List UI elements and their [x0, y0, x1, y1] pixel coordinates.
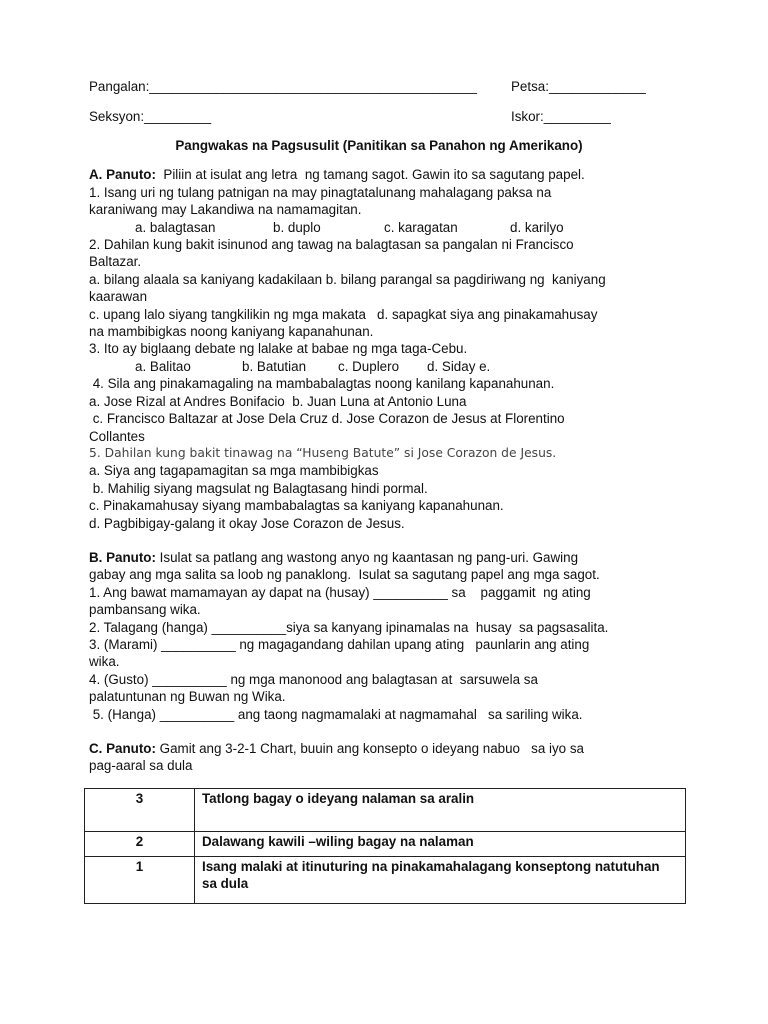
part-c-instruction-2: pag-aaral sa dula — [89, 758, 193, 774]
a-q2-line1: 2. Dahilan kung bakit isinunod ang tawag na balagtasan sa pangalan ni Francisco — [89, 237, 574, 253]
part-c-instruction-1 — [89, 740, 689, 757]
a-q3-option-a[interactable]: a. Balitao — [135, 358, 191, 374]
three-two-one-chart — [84, 788, 686, 904]
part-b-heading: B. Panuto: — [89, 549, 156, 565]
a-q3-option-b[interactable]: b. Batutian — [242, 358, 307, 374]
b-q4-line2: palatuntunan ng Buwan ng Wika. — [89, 689, 286, 705]
chart-row — [85, 832, 686, 857]
a-q4-options-cd-1[interactable]: c. Francisco Baltazar at Jose Dela Cruz d. Jose Corazon de Jesus at Florentino — [89, 411, 565, 427]
chart-row — [85, 857, 686, 904]
a-q2-options-ab-2[interactable]: kaarawan — [89, 289, 148, 305]
a-q2-options-ab-1[interactable]: a. bilang alaala sa kaniyang kadakilaan b. bilang parangal sa pagdiriwang ng kaniyang — [89, 271, 606, 287]
worksheet — [89, 78, 689, 775]
part-a-instruction — [89, 166, 689, 183]
part-b-instruction-2: gabay ang mga salita sa loob ng panaklong. Isulat sa sagutang papel ang mga sagot. — [89, 567, 600, 583]
a-q5-option-a[interactable]: a. Siya ang tagapamagitan sa mga mambibigkas — [89, 463, 379, 479]
a-q1-line1: 1. Isang uri ng tulang patnigan na may pinagtatalunang mahalagang paksa na — [89, 184, 552, 200]
date-field[interactable]: Petsa:_____________ — [511, 79, 646, 94]
part-c-instruction-text: Gamit ang 3-2-1 Chart, buuin ang konsepto o ideyang nabuo sa iyo sa — [155, 741, 584, 756]
b-q1-line1[interactable]: 1. Ang bawat mamamayan ay dapat na (husay) __________ sa paggamit ng ating — [89, 584, 591, 600]
a-q5-option-c[interactable]: c. Pinakamahusay siyang mambabalagtas sa kaniyang kapanahunan. — [89, 498, 504, 514]
chart-row-description[interactable]: Dalawang kawili –wiling bagay na nalaman — [195, 832, 686, 857]
b-q1-line2: pambansang wika. — [89, 602, 201, 618]
name-date-row — [89, 78, 689, 95]
a-q4-options-ab[interactable]: a. Jose Rizal at Andres Bonifacio b. Juan Luna at Antonio Luna — [89, 393, 467, 409]
a-q1-options — [89, 219, 689, 236]
a-q3-options — [89, 358, 689, 375]
part-b-instruction-text: Isulat sa patlang ang wastong anyo ng kaantasan ng pang-uri. Gawing — [155, 549, 579, 565]
b-q4-line1[interactable]: 4. (Gusto) __________ ng mga manonood ang balagtasan at sarsuwela sa — [89, 671, 538, 687]
a-q3-option-c[interactable]: c. Duplero — [338, 358, 400, 374]
exam-title: Pangwakas na Pagsusulit (Panitikan sa Panahon ng Amerikano) — [175, 138, 583, 153]
a-q5-line1: 5. Dahilan kung bakit tinawag na “Huseng Batute” si Jose Corazon de Jesus. — [89, 445, 557, 460]
b-q2-line1[interactable]: 2. Talagang (hanga) __________siya sa kanyang ipinamalas na husay sa pagsasalita. — [89, 619, 609, 635]
chart-row-number: 3 — [85, 789, 195, 832]
a-q4-options-cd-2[interactable]: Collantes — [89, 428, 145, 444]
b-q3-line1[interactable]: 3. (Marami) __________ ng magagandang dahilan upang ating paunlarin ang ating — [89, 636, 590, 652]
a-q2-options-cd-1[interactable]: c. upang lalo siyang tangkilikin ng mga makata d. sapagkat siya ang pinakamahusay — [89, 306, 598, 322]
score-field[interactable]: Iskor:_________ — [511, 109, 611, 124]
chart-row-description[interactable]: Tatlong bagay o ideyang nalaman sa aralin — [195, 789, 686, 832]
section-score-row — [89, 108, 689, 125]
a-q2-line2: Baltazar. — [89, 254, 142, 270]
b-q5-line1[interactable]: 5. (Hanga) __________ ang taong nagmamalaki at nagmamahal sa sariling wika. — [89, 706, 583, 722]
part-a-instruction-text: Piliin at isulat ang letra ng tamang sagot. Gawin ito sa sagutang papel. — [155, 167, 585, 183]
a-q1-option-b[interactable]: b. duplo — [273, 219, 321, 235]
a-q5-option-d[interactable]: d. Pagbibigay-galang it okay Jose Corazon de Jesus. — [89, 515, 405, 531]
a-q1-option-d[interactable]: d. karilyo — [510, 219, 564, 235]
part-a-heading: A. Panuto: — [89, 167, 156, 183]
chart-row-number: 1 — [85, 857, 195, 904]
a-q2-options-cd-2[interactable]: na mambibigkas noong kaniyang kapanahunan. — [89, 324, 374, 340]
part-b-instruction-1 — [89, 549, 689, 566]
a-q5-option-b[interactable]: b. Mahilig siyang magsulat ng Balagtasang hindi pormal. — [89, 480, 428, 496]
a-q1-option-c[interactable]: c. karagatan — [384, 219, 458, 235]
a-q1-line2: karaniwang may Lakandiwa na namamagitan. — [89, 202, 362, 218]
name-field[interactable]: Pangalan:____________________________________________ — [89, 79, 477, 94]
b-q3-line2: wika. — [89, 654, 120, 670]
chart-row-description[interactable]: Isang malaki at itinuturing na pinakamahalagang konseptong natutuhan sa dula — [195, 857, 686, 904]
a-q4-line1: 4. Sila ang pinakamagaling na mambabalagtas noong kanilang kapanahunan. — [89, 376, 555, 392]
chart-row — [85, 789, 686, 832]
a-q1-option-a[interactable]: a. balagtasan — [135, 219, 216, 235]
chart-row-number: 2 — [85, 832, 195, 857]
a-q3-line1: 3. Ito ay biglaang debate ng lalake at babae ng mga taga-Cebu. — [89, 341, 468, 357]
a-q3-option-d[interactable]: d. Siday e. — [427, 358, 491, 374]
section-field[interactable]: Seksyon:_________ — [89, 109, 212, 124]
part-c-heading: C. Panuto: — [89, 741, 156, 756]
